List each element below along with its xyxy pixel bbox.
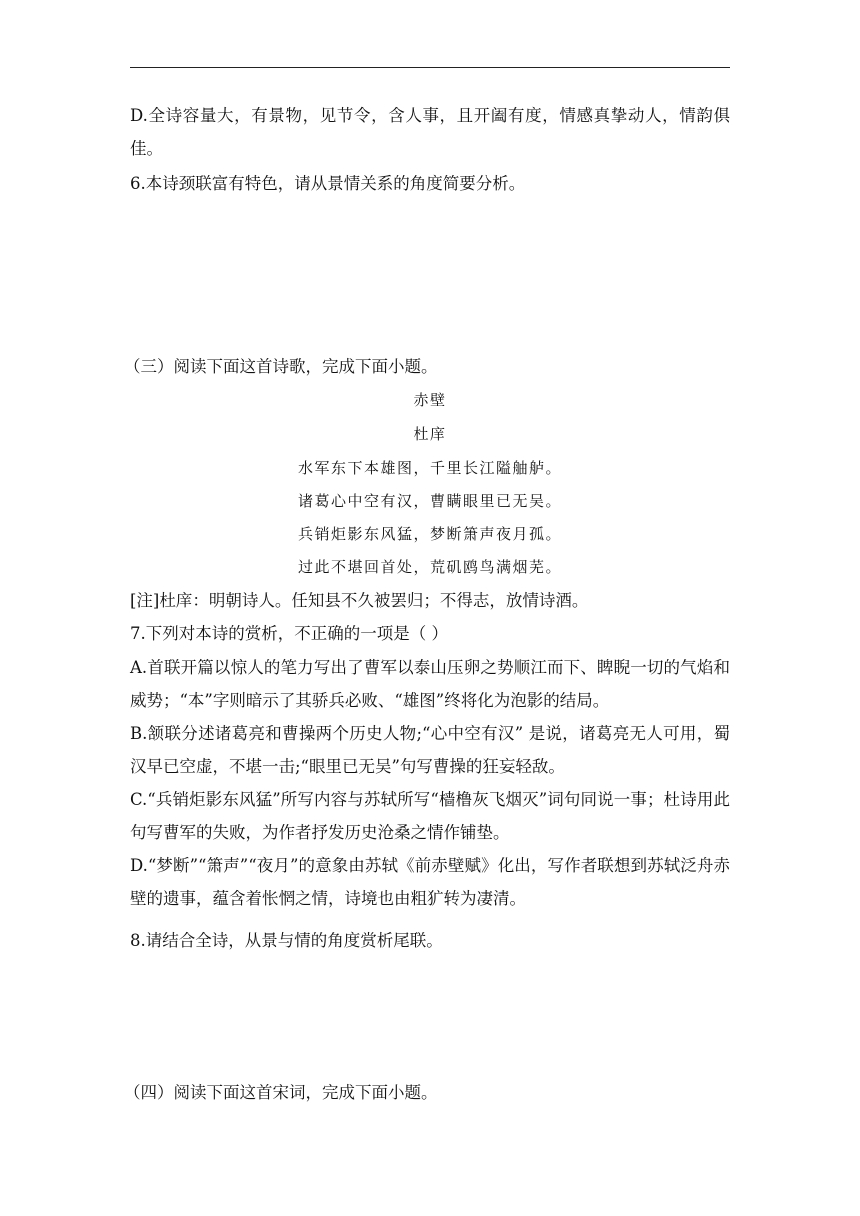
section3-intro: （三）阅读下面这首诗歌，完成下面小题。 bbox=[124, 357, 438, 376]
question8: 8.请结合全诗，从景与情的角度赏析尾联。 bbox=[130, 931, 443, 950]
section4-intro: （四）阅读下面这首宋词，完成下面小题。 bbox=[124, 1083, 438, 1102]
poem-line: 水军东下本雄图，千里长江隘舳舻。 bbox=[297, 459, 562, 477]
poem-author: 杜庠 bbox=[413, 425, 447, 443]
question7-stem: 7.下列对本诗的赏析，不正确的一项是（ ） bbox=[130, 624, 448, 643]
poem-line: 兵销炬影东风猛，梦断箫声夜月孤。 bbox=[297, 525, 562, 543]
poem-title: 赤壁 bbox=[413, 391, 447, 409]
question5-option-d: D.全诗容量大，有景物，见节令，含人事，且开阖有度，情感真挚动人，情韵俱佳。 bbox=[130, 106, 730, 158]
poem-line: 诸葛心中空有汉，曹瞒眼里已无吴。 bbox=[297, 492, 562, 510]
question7-option-a: A.首联开篇以惊人的笔力写出了曹军以泰山压卵之势顺江而下、睥睨一切的气焰和威势；“本”字则暗示了其骄兵必败、“雄图”终将化为泡影的结局。 bbox=[130, 658, 730, 710]
question7-option-c: C.“兵销炬影东风猛”所写内容与苏轼所写“樯橹灰飞烟灭”词句同说一事；杜诗用此句写曹军的失败，为作者抒发历史沧桑之情作铺垫。 bbox=[130, 790, 730, 842]
header-rule bbox=[130, 67, 730, 68]
question7-option-b: B.颔联分述诸葛亮和曹操两个历史人物;“心中空有汉” 是说，诸葛亮无人可用，蜀汉早已空虚，不堪一击;“眼里已无吴”句写曹操的狂妄轻敌。 bbox=[130, 724, 730, 776]
poem-line: 过此不堪回首处，荒矶鸥鸟满烟芜。 bbox=[297, 558, 562, 576]
question7-option-d: D.“梦断”“箫声”“夜月”的意象由苏轼《前赤壁赋》化出，写作者联想到苏轼泛舟赤壁的遗事，蕴含着怅惘之情，诗境也由粗犷转为凄清。 bbox=[130, 856, 730, 908]
poem-note: [注]杜庠：明朝诗人。任知县不久被罢归；不得志，放情诗酒。 bbox=[130, 591, 589, 610]
question6: 6.本诗颈联富有特色，请从景情关系的角度简要分析。 bbox=[130, 174, 526, 193]
